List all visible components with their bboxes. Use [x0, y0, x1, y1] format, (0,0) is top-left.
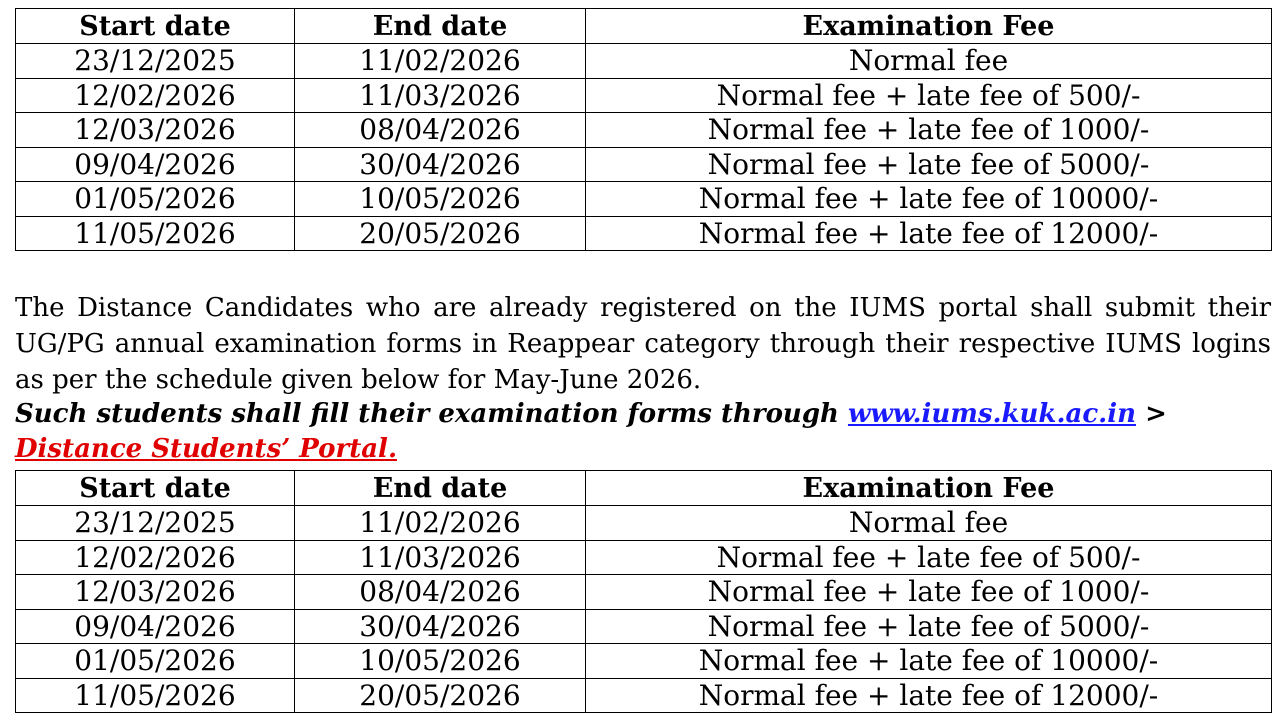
- instruction-text: Such students shall fill their examination forms through: [15, 399, 848, 429]
- start-date-cell: 01/05/2026: [16, 644, 295, 679]
- table-header-row: [16, 471, 1272, 506]
- table-row: [16, 609, 1272, 644]
- table-row: [16, 182, 1272, 217]
- table-row: [16, 78, 1272, 113]
- start-date-cell: 09/04/2026: [16, 609, 295, 644]
- end-date-cell: 30/04/2026: [295, 609, 586, 644]
- end-date-cell: 10/05/2026: [295, 644, 586, 679]
- table-row: [16, 44, 1272, 79]
- column-header-examination-fee: Examination Fee: [586, 471, 1272, 506]
- start-date-cell: 12/03/2026: [16, 575, 295, 610]
- end-date-cell: 08/04/2026: [295, 575, 586, 610]
- start-date-cell: 11/05/2026: [16, 678, 295, 713]
- table-row: [16, 575, 1272, 610]
- end-date-cell: 20/05/2026: [295, 678, 586, 713]
- table-row: [16, 216, 1272, 251]
- fee-schedule-table-distance: [15, 470, 1272, 713]
- end-date-cell: 08/04/2026: [295, 113, 586, 148]
- iums-website-link[interactable]: www.iums.kuk.ac.in: [847, 399, 1137, 429]
- end-date-cell: 11/03/2026: [295, 78, 586, 113]
- fee-cell: Normal fee + late fee of 10000/-: [586, 644, 1272, 679]
- fee-cell: Normal fee + late fee of 5000/-: [586, 147, 1272, 182]
- table-row: [16, 506, 1272, 541]
- table-row: [16, 644, 1272, 679]
- fee-cell: Normal fee + late fee of 5000/-: [586, 609, 1272, 644]
- fee-cell: Normal fee + late fee of 1000/-: [586, 113, 1272, 148]
- form-filling-instruction: [15, 397, 1271, 467]
- fee-cell: Normal fee + late fee of 10000/-: [586, 182, 1272, 217]
- table-row: [16, 113, 1272, 148]
- column-header-start-date: Start date: [16, 9, 295, 44]
- start-date-cell: 01/05/2026: [16, 182, 295, 217]
- end-date-cell: 11/02/2026: [295, 506, 586, 541]
- start-date-cell: 12/02/2026: [16, 78, 295, 113]
- fee-cell: Normal fee + late fee of 12000/-: [586, 216, 1272, 251]
- fee-schedule-table-regular: [15, 8, 1272, 251]
- end-date-cell: 11/02/2026: [295, 44, 586, 79]
- table-row: [16, 678, 1272, 713]
- column-header-examination-fee: Examination Fee: [586, 9, 1272, 44]
- start-date-cell: 11/05/2026: [16, 216, 295, 251]
- table-row: [16, 147, 1272, 182]
- fee-cell: Normal fee: [586, 44, 1272, 79]
- table-header-row: [16, 9, 1272, 44]
- start-date-cell: 12/03/2026: [16, 113, 295, 148]
- end-date-cell: 20/05/2026: [295, 216, 586, 251]
- end-date-cell: 10/05/2026: [295, 182, 586, 217]
- fee-cell: Normal fee + late fee of 500/-: [586, 78, 1272, 113]
- start-date-cell: 12/02/2026: [16, 540, 295, 575]
- start-date-cell: 23/12/2025: [16, 44, 295, 79]
- column-header-end-date: End date: [295, 9, 586, 44]
- fee-cell: Normal fee + late fee of 1000/-: [586, 575, 1272, 610]
- table-row: [16, 540, 1272, 575]
- distance-students-portal-link[interactable]: Distance Students’ Portal.: [15, 434, 397, 464]
- link-separator: >: [1136, 399, 1167, 429]
- end-date-cell: 11/03/2026: [295, 540, 586, 575]
- end-date-cell: 30/04/2026: [295, 147, 586, 182]
- fee-cell: Normal fee + late fee of 12000/-: [586, 678, 1272, 713]
- fee-cell: Normal fee + late fee of 500/-: [586, 540, 1272, 575]
- start-date-cell: 09/04/2026: [16, 147, 295, 182]
- column-header-end-date: End date: [295, 471, 586, 506]
- start-date-cell: 23/12/2025: [16, 506, 295, 541]
- distance-candidates-notice: The Distance Candidates who are already registered on the IUMS portal shall submit their UG/PG annual examination forms in Reappear category through their respective IUMS logins as per the schedule given below for May-June 2026.: [15, 293, 1271, 395]
- fee-cell: Normal fee: [586, 506, 1272, 541]
- column-header-start-date: Start date: [16, 471, 295, 506]
